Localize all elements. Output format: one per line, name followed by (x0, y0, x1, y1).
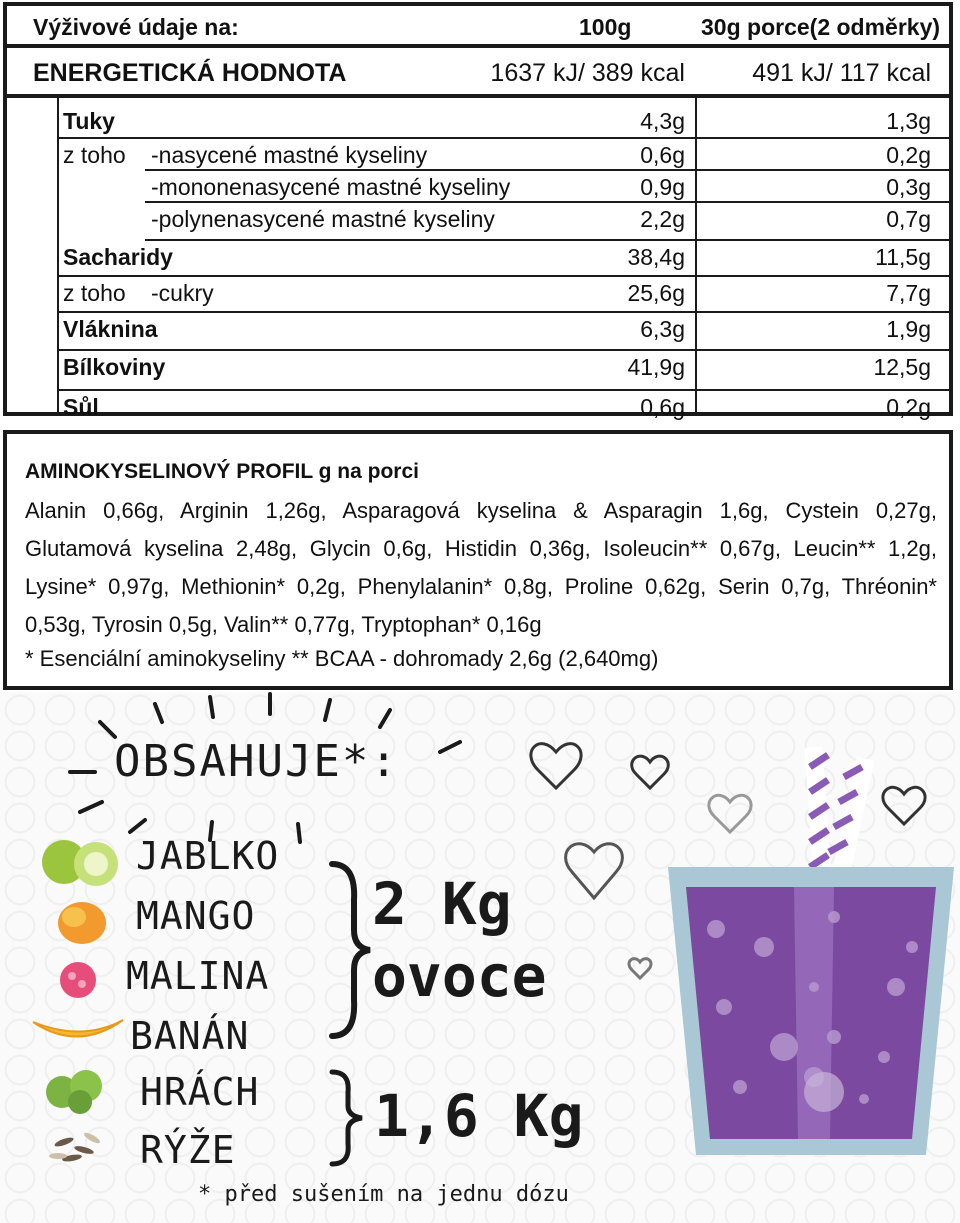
row-value-portion: 0,2g (886, 142, 931, 168)
row-divider (57, 349, 949, 351)
row-value-portion: 0,7g (886, 206, 931, 232)
row-divider (57, 275, 949, 277)
nutrition-table (3, 2, 953, 420)
contains-section (0, 692, 960, 1223)
row-value-portion: 12,5g (873, 354, 931, 380)
row-value-100g: 0,6g (640, 142, 685, 168)
row-label: -cukry (151, 280, 214, 306)
raspberry-icon (54, 954, 104, 1004)
banana-icon (28, 1012, 128, 1052)
row-divider (145, 201, 949, 203)
pea-icon (42, 1064, 112, 1114)
row-value-portion: 7,7g (886, 280, 931, 306)
row-divider (57, 389, 949, 391)
row-value-100g: 25,6g (627, 280, 685, 306)
row-label: -mononenasycené mastné kyseliny (151, 174, 511, 200)
row-value-portion: 0,3g (886, 174, 931, 200)
row-prefix: z toho (63, 280, 126, 306)
divider (7, 94, 949, 98)
row-value-100g: 38,4g (627, 244, 685, 270)
row-label: Sacharidy (63, 244, 173, 270)
apple-icon (36, 830, 126, 890)
energy-col2: 491 kJ/ 117 kcal (752, 59, 931, 87)
divider (7, 44, 949, 48)
rice-icon (44, 1122, 114, 1172)
row-value-portion: 11,5g (875, 244, 931, 270)
row-value-100g: 6,3g (640, 316, 685, 342)
row-divider (145, 239, 949, 241)
row-value-100g: 0,6g (640, 394, 685, 420)
row-value-portion: 1,9g (886, 316, 931, 342)
energy-col1: 1637 kJ/ 389 kcal (490, 59, 685, 87)
amino-profile-box (3, 430, 953, 690)
fruit-raspberry-label: MALINA (126, 954, 270, 998)
amino-text: Alanin 0,66g, Arginin 1,26g, Asparagová kyselina & Asparagin 1,6g, Cystein 0,27g, Glutamová kyselina 2,48g, Glycin 0,6g, Histidin 0,36g, Isoleucin** 0,67g, Leucin** 1,2g, Lysine* 0,97g, Methionin* 0,2g, Phenylalanin* 0,8g, Proline 0,62g, Serin 0,7g, Thréonin* 0,53g, Tyrosin 0,5g, Valin** 0,77g, Tryptophan* 0,16g (25, 498, 937, 637)
row-value-100g: 0,9g (640, 174, 685, 200)
fruit-total: 2 Kg (372, 870, 512, 938)
amino-title: AMINOKYSELINOVÝ PROFIL g na porci (25, 460, 419, 483)
mango-icon (54, 897, 114, 947)
brace-decoration (328, 1068, 368, 1168)
row-value-portion: 0,2g (886, 394, 931, 420)
energy-label: ENERGETICKÁ HODNOTA (33, 59, 347, 87)
row-divider (57, 311, 949, 313)
row-value-100g: 41,9g (627, 354, 685, 380)
column-divider (57, 94, 59, 412)
row-divider (145, 169, 949, 171)
row-label: Bílkoviny (63, 354, 166, 380)
amino-note: * Esenciální aminokyseliny ** BCAA - dohromady 2,6g (2,640mg) (25, 646, 659, 671)
other-total: 1,6 Kg (374, 1082, 584, 1150)
brace-decoration (326, 860, 376, 1040)
footnote: * před sušením na jednu dózu (198, 1182, 569, 1207)
smoothie-glass-illustration (664, 747, 960, 1167)
row-label: Vláknina (63, 316, 158, 342)
row-value-100g: 2,2g (640, 206, 685, 232)
contains-title: OBSAHUJE*: (114, 736, 399, 787)
other-rice-label: RÝŽE (140, 1128, 236, 1172)
row-value-portion: 1,3g (886, 108, 931, 134)
fruit-banana-label: BANÁN (130, 1014, 250, 1058)
row-label: -nasycené mastné kyseliny (151, 142, 428, 168)
fruit-mango-label: MANGO (136, 894, 256, 938)
row-label: Tuky (63, 108, 115, 134)
row-label: -polynenasycené mastné kyseliny (151, 206, 495, 232)
row-prefix: z toho (63, 142, 126, 168)
row-value-100g: 4,3g (640, 108, 685, 134)
fruit-apple-label: JABLKO (136, 834, 280, 878)
header-col-portion: 30g porce(2 odměrky) (701, 14, 941, 40)
row-label: Sůl (63, 394, 99, 420)
column-divider (695, 94, 697, 412)
row-divider (57, 137, 949, 139)
fruit-word: ovoce (372, 942, 547, 1010)
header-col-100g: 100g (579, 14, 632, 40)
header-label: Výživové údaje na: (33, 14, 239, 40)
other-pea-label: HRÁCH (140, 1070, 260, 1114)
